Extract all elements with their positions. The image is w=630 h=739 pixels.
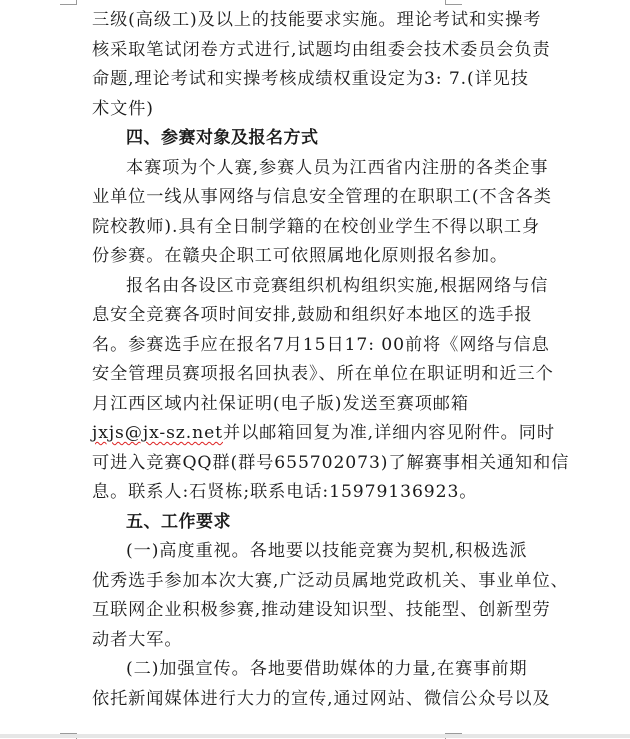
- text-line: 动者大军。: [92, 629, 183, 650]
- text-line: 依托新闻媒体进行大力的宣传,通过网站、微信公众号以及: [92, 688, 551, 709]
- text-line: 术文件): [92, 98, 154, 119]
- text-line: 互联网企业积极参赛,推动建设知识型、技能型、创新型劳: [92, 600, 551, 620]
- text-line: 名。参赛选手应在报名7月15日17: 00前将《网络与信息: [92, 334, 550, 355]
- crop-mark-top-right: [445, 0, 462, 5]
- text-line: 份参赛。在赣央企职工可依照属地化原则报名参加。: [92, 246, 509, 266]
- text-line: 月江西区域内社保证明(电子版)发送至赛项邮箱: [92, 393, 469, 414]
- text-line: 报名由各设区市竞赛组织机构组织实施,根据网络与信: [126, 275, 549, 296]
- paragraph-registration: [92, 272, 570, 508]
- text-line: 核采取笔试闭卷方式进行,试题均由组委会技术委员会负责: [92, 39, 551, 60]
- paragraph-publicity: [92, 655, 551, 714]
- text-span: 并以邮箱回复为准,详细内容见附件。同时: [222, 423, 555, 443]
- text-line: 命题,理论考试和实操考核成绩权重设定为3: 7.(详见技: [92, 69, 529, 89]
- text-line: 可进入竞赛QQ群(群号655702073)了解赛事相关通知和信: [92, 452, 570, 473]
- text-line: 息。联系人:石贤栋;联系电话:15979136923。: [92, 482, 478, 502]
- page-gap: [0, 734, 630, 738]
- text-line: 本赛项为个人赛,参赛人员为江西省内注册的各类企事: [126, 157, 549, 178]
- text-line: 息安全竞赛各项时间安排,鼓励和组织好本地区的选手报: [92, 305, 533, 325]
- text-line: 业单位一线从事网络与信息安全管理的在职职工(不含各类: [92, 187, 552, 207]
- crop-mark-top-left: [60, 0, 77, 5]
- text-line: (二)加强宣传。各地要借助媒体的力量,在赛事前期: [126, 659, 528, 679]
- section-heading-work-requirements: 五、工作要求: [126, 511, 231, 532]
- paragraph-skill-requirements: [92, 6, 551, 124]
- text-line: 安全管理员赛项报名回执表》、所在单位在职证明和近三个: [92, 364, 554, 384]
- paragraph-eligibility: [92, 154, 552, 272]
- text-line: 三级(高级工)及以上的技能要求实施。理论考试和实操考: [92, 10, 542, 30]
- text-line: 优秀选手参加本次大赛,广泛动员属地党政机关、事业单位、: [92, 570, 569, 591]
- document-body[interactable]: [92, 6, 570, 714]
- paragraph-high-priority: [92, 537, 569, 655]
- email-link[interactable]: jxjs@jx-sz.net: [92, 423, 223, 443]
- text-line-email: [92, 419, 555, 449]
- section-heading-participants: 四、参赛对象及报名方式: [126, 128, 319, 148]
- text-line: 院校教师).具有全日制学籍的在校创业学生不得以职工身: [92, 216, 541, 237]
- text-line: (一)高度重视。各地要以技能竞赛为契机,积极选派: [126, 541, 528, 561]
